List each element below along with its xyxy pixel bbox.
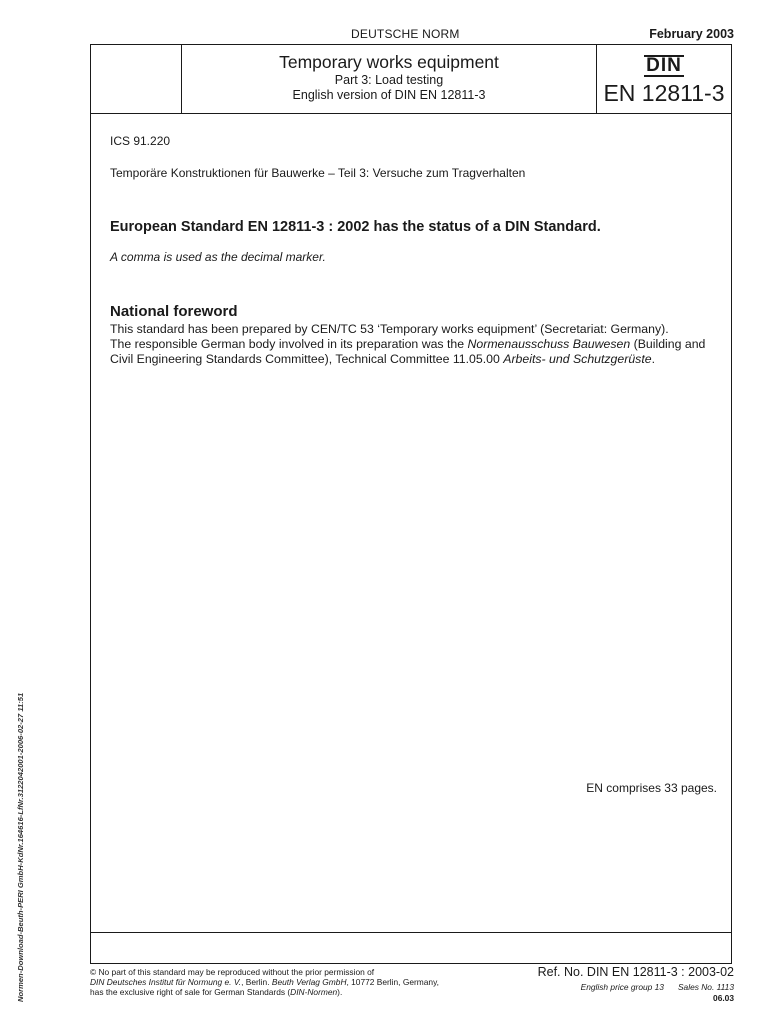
price-line xyxy=(581,982,734,992)
foreword-sentence-2e: . xyxy=(651,352,655,367)
ics-code: ICS 91.220 xyxy=(110,134,171,148)
foreword-heading: National foreword xyxy=(110,303,238,320)
issue-date: February 2003 xyxy=(649,27,734,41)
copyright-line-3a: has the exclusive right of sale for German Standards ( xyxy=(90,987,291,997)
status-statement: European Standard EN 12811-3 : 2002 has the status of a DIN Standard. xyxy=(110,219,601,235)
beuth-verlag-name: Beuth Verlag GmbH xyxy=(271,977,347,987)
title-block-center-cell xyxy=(182,45,597,113)
issue-code: 06.03 xyxy=(713,993,734,1003)
english-version-note: English version of DIN EN 12811-3 xyxy=(292,88,486,102)
title-block-right-cell xyxy=(597,45,731,113)
foreword-sentence-2c: (Building and Civil Engineering Standards Committee), Technical Committee 11.05.00 xyxy=(110,337,706,367)
sales-number: Sales No. 1113 xyxy=(677,982,734,992)
top-line xyxy=(0,27,768,43)
document-number: EN 12811-3 xyxy=(603,80,725,106)
page-count: EN comprises 33 pages. xyxy=(586,781,717,795)
download-watermark: Normen-Download-Beuth-PERI GmbH-KdNr.164616-LfNr.3122042001-2006-02-27 11:51 xyxy=(16,692,25,1002)
reference-number: Ref. No. DIN EN 12811-3 : 2003-02 xyxy=(537,965,734,979)
norm-label: DEUTSCHE NORM xyxy=(351,27,460,41)
foreword-technical-committee-name: Arbeits- und Schutzgerüste xyxy=(503,352,652,367)
din-normen-label: DIN-Normen xyxy=(290,987,338,997)
decimal-marker-note: A comma is used as the decimal marker. xyxy=(110,250,326,264)
foreword-body xyxy=(110,322,722,368)
document-title: Temporary works equipment xyxy=(279,52,499,72)
din-logo: DIN xyxy=(646,55,682,76)
copyright-notice xyxy=(90,967,490,997)
copyright-line-2d: , 10772 Berlin, Germany, xyxy=(346,977,439,987)
copyright-line-2b: , Berlin. xyxy=(241,977,272,987)
german-title: Temporäre Konstruktionen für Bauwerke – Teil 3: Versuche zum Tragverhalten xyxy=(110,166,526,180)
copyright-line-1: © No part of this standard may be reproduced without the prior permission of xyxy=(90,967,375,977)
foreword-committee-name: Normenausschuss Bauwesen xyxy=(467,337,631,352)
title-block-left-cell xyxy=(91,45,182,113)
price-group: English price group 13 xyxy=(580,982,664,992)
document-part: Part 3: Load testing xyxy=(334,73,444,87)
foreword-sentence-2a: The responsible German body involved in its preparation was the xyxy=(110,337,468,352)
foreword-sentence-1: This standard has been prepared by CEN/TC 53 ‘Temporary works equipment’ (Secretariat: Germany). xyxy=(110,322,669,336)
title-block xyxy=(91,45,731,114)
document-frame xyxy=(90,44,732,964)
din-institute-name: DIN Deutsches Institut für Normung e. V. xyxy=(90,977,242,987)
frame-bottom-divider xyxy=(91,932,731,933)
copyright-line-3c: ). xyxy=(337,987,343,997)
